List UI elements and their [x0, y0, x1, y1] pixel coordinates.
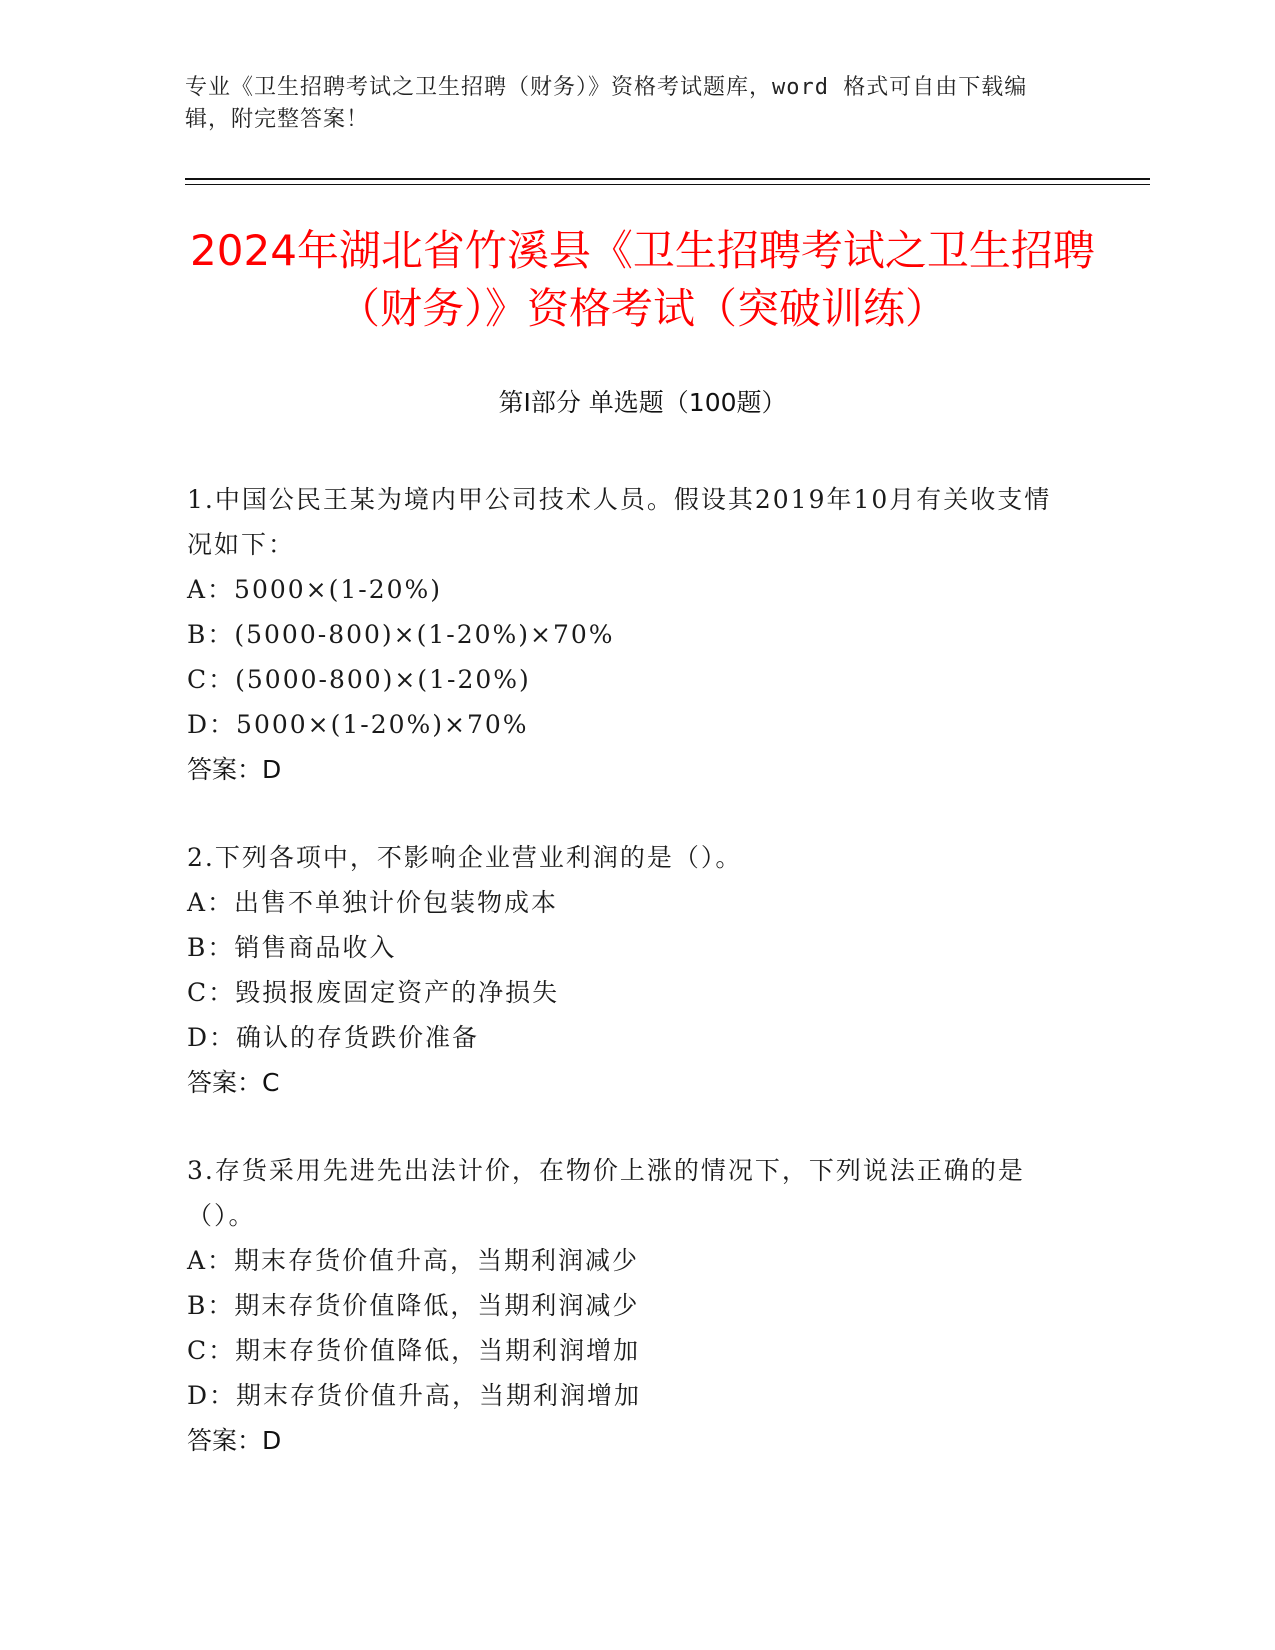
option-d: D：5000×(1-20%)×70%	[187, 710, 529, 739]
option-a: A：5000×(1-20%)	[187, 575, 443, 604]
question-text: 3.存货采用先进先出法计价，在物价上涨的情况下，下列说法正确的是（）。	[187, 1156, 1025, 1230]
option-c: C：毁损报废固定资产的净损失	[187, 978, 560, 1007]
header-note: 专业《卫生招聘考试之卫生招聘（财务）》资格考试题库，word 格式可自由下载编辑，附完整答案！	[185, 75, 1028, 132]
question-3	[187, 1148, 1067, 1463]
option-c: C：(5000-800)×(1-20%)	[187, 665, 531, 694]
option-c: C：期末存货价值降低，当期利润增加	[187, 1336, 641, 1365]
page-title: 2024年湖北省竹溪县《卫生招聘考试之卫生招聘（财务）》资格考试（突破训练）	[190, 226, 1095, 333]
answer: 答案：C	[187, 1068, 280, 1097]
section-heading: 第Ⅰ部分 单选题（100题）	[498, 388, 787, 417]
answer: 答案：D	[187, 1426, 282, 1455]
option-b: B：(5000-800)×(1-20%)×70%	[187, 620, 615, 649]
option-d: D：确认的存货跌价准备	[187, 1023, 480, 1052]
header-divider-thin	[185, 184, 1150, 185]
header-divider	[185, 178, 1150, 180]
option-d: D：期末存货价值升高，当期利润增加	[187, 1381, 642, 1410]
option-a: A：出售不单独计价包装物成本	[187, 888, 559, 917]
question-1	[187, 477, 1067, 792]
option-b: B：销售商品收入	[187, 933, 397, 962]
question-2	[187, 835, 1067, 1105]
question-text: 1.中国公民王某为境内甲公司技术人员。假设其2019年10月有关收支情况如下：	[187, 485, 1052, 559]
question-text: 2.下列各项中，不影响企业营业利润的是（）。	[187, 843, 743, 872]
option-b: B：期末存货价值降低，当期利润减少	[187, 1291, 640, 1320]
option-a: A：期末存货价值升高，当期利润减少	[187, 1246, 640, 1275]
answer: 答案：D	[187, 755, 282, 784]
question-list	[187, 477, 1067, 1506]
